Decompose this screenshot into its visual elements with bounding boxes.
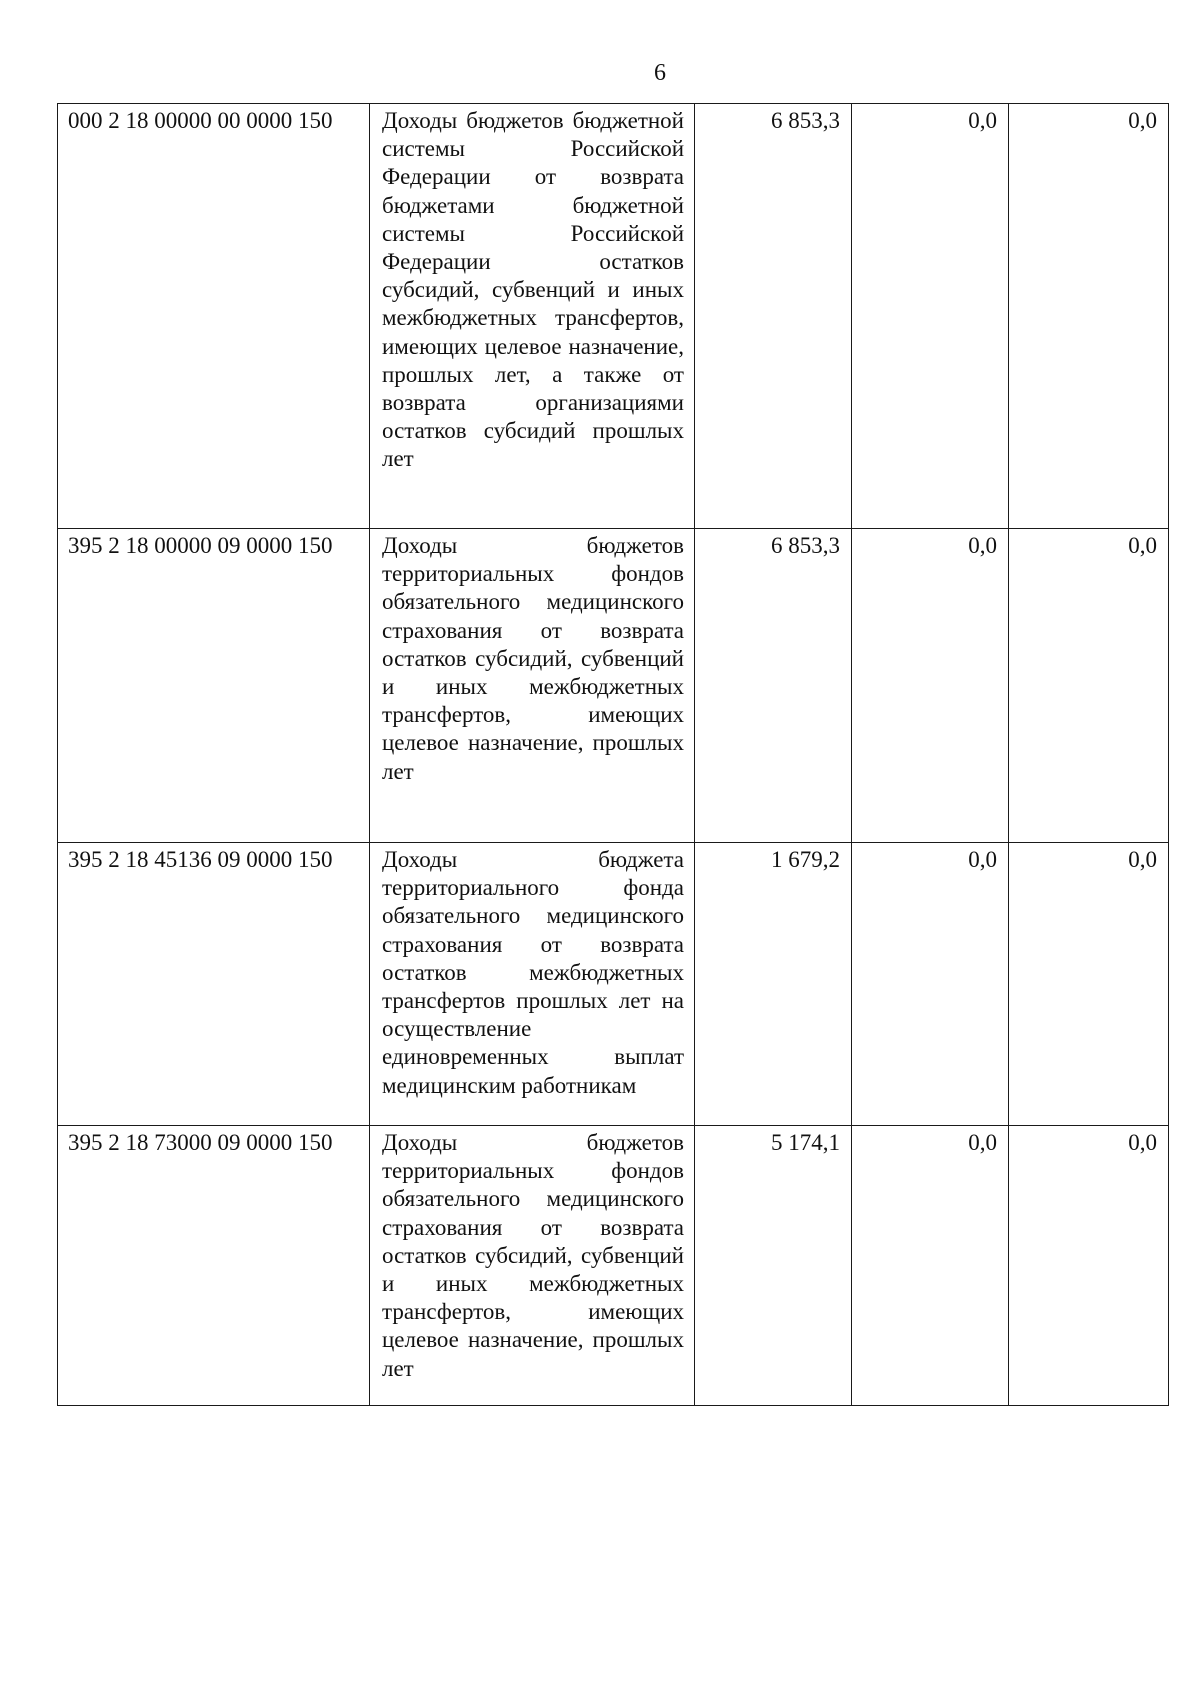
table-row xyxy=(58,843,1169,1126)
value-2-cell: 0,0 xyxy=(852,529,1009,843)
value-1-cell: 6 853,3 xyxy=(695,104,852,529)
value-3-cell: 0,0 xyxy=(1009,1126,1169,1406)
value-1-cell: 6 853,3 xyxy=(695,529,852,843)
value-3-cell: 0,0 xyxy=(1009,529,1169,843)
budget-code-cell: 395 2 18 45136 09 0000 150 xyxy=(58,843,370,1126)
value-3-cell: 0,0 xyxy=(1009,843,1169,1126)
value-1-cell: 1 679,2 xyxy=(695,843,852,1126)
value-2-cell: 0,0 xyxy=(852,104,1009,529)
table-row xyxy=(58,104,1169,529)
revenue-name-cell: Доходы бюджетов территориальных фондов обязательного медицинского страхования от возврата остатков субсидий, субвенций и иных межбюджетных трансфертов, имеющих целевое назначение, прошлых лет xyxy=(370,1126,695,1406)
value-2-cell: 0,0 xyxy=(852,843,1009,1126)
value-1-cell: 5 174,1 xyxy=(695,1126,852,1406)
revenue-name-cell: Доходы бюджетов бюджетной системы Российской Федерации от возврата бюджетами бюджетной системы Российской Федерации остатков субсидий, субвенций и иных межбюджетных трансфертов, имеющих целевое назначение, прошлых лет, а также от возврата организациями остатков субсидий прошлых лет xyxy=(370,104,695,529)
page-number: 6 xyxy=(654,60,666,86)
value-2-cell: 0,0 xyxy=(852,1126,1009,1406)
revenue-name-cell: Доходы бюджета территориального фонда обязательного медицинского страхования от возврата остатков межбюджетных трансфертов прошлых лет на осуществление единовременных выплат медицинским работникам xyxy=(370,843,695,1126)
budget-code-cell: 395 2 18 73000 09 0000 150 xyxy=(58,1126,370,1406)
table-row xyxy=(58,1126,1169,1406)
revenue-table xyxy=(57,103,1169,1406)
value-3-cell: 0,0 xyxy=(1009,104,1169,529)
table-row xyxy=(58,529,1169,843)
budget-code-cell: 395 2 18 00000 09 0000 150 xyxy=(58,529,370,843)
revenue-name-cell: Доходы бюджетов территориальных фондов обязательного медицинского страхования от возврата остатков субсидий, субвенций и иных межбюджетных трансфертов, имеющих целевое назначение, прошлых лет xyxy=(370,529,695,843)
budget-code-cell: 000 2 18 00000 00 0000 150 xyxy=(58,104,370,529)
